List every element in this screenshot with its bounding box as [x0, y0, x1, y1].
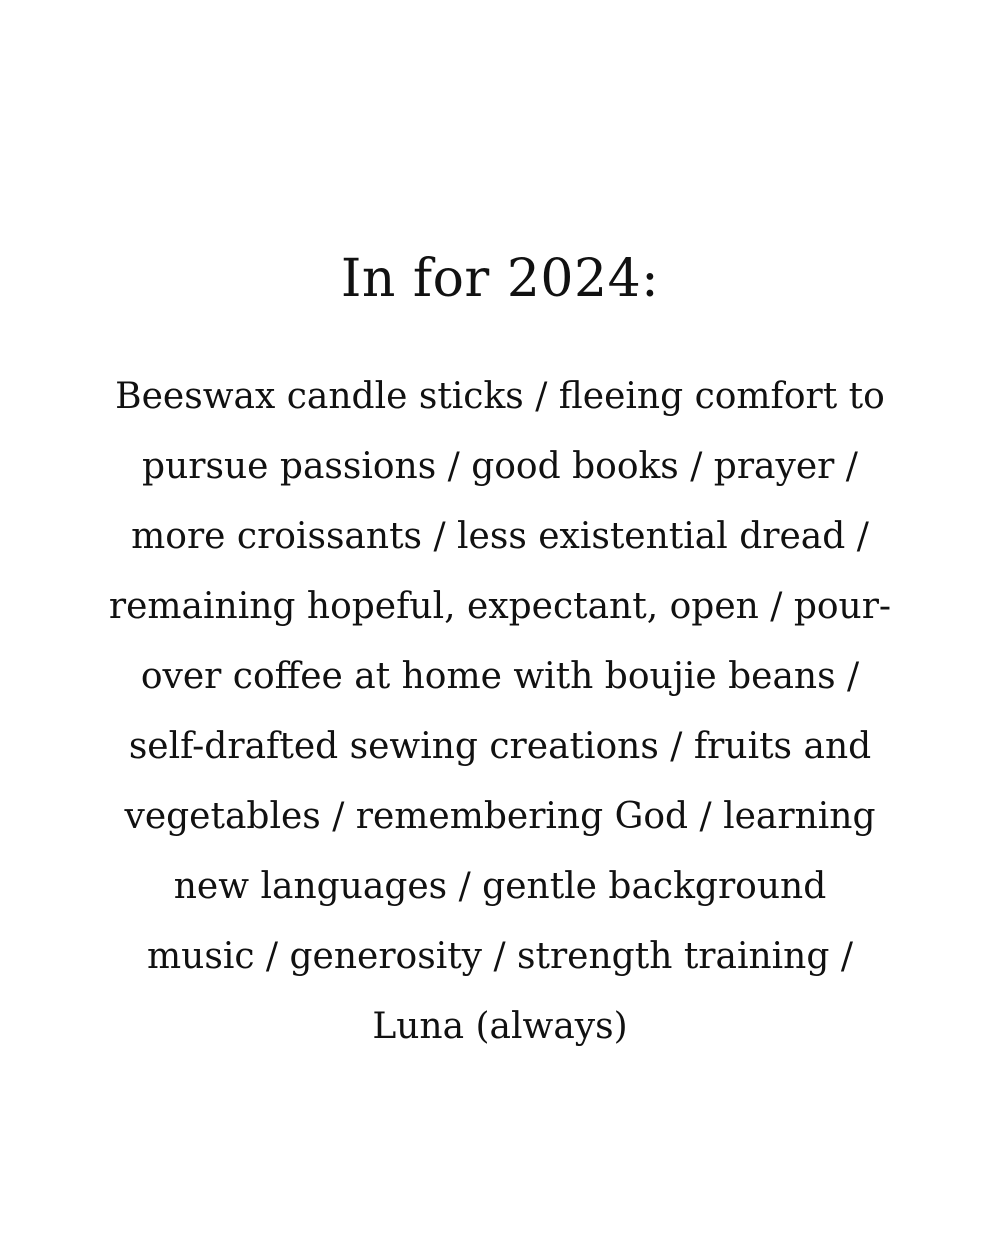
text-line: music / generosity / strength training /: [147, 936, 853, 977]
text-line: self-drafted sewing creations / fruits and: [128, 726, 872, 767]
text-line: vegetables / remembering God / learning: [124, 796, 876, 837]
page-title: In for 2024:: [340, 249, 660, 309]
text-line: pursue passions / good books / prayer /: [142, 446, 858, 487]
text-line: new languages / gentle background: [173, 866, 827, 907]
text-line: remaining hopeful, expectant, open / pour-: [108, 586, 892, 627]
text-line: over coffee at home with boujie beans /: [140, 656, 860, 697]
text-line: Luna (always): [372, 1006, 628, 1047]
text-line: more croissants / less existential dread /: [131, 516, 869, 557]
list-body: [0, 362, 1000, 1062]
text-line: Beeswax candle sticks / fleeing comfort to: [115, 376, 885, 417]
